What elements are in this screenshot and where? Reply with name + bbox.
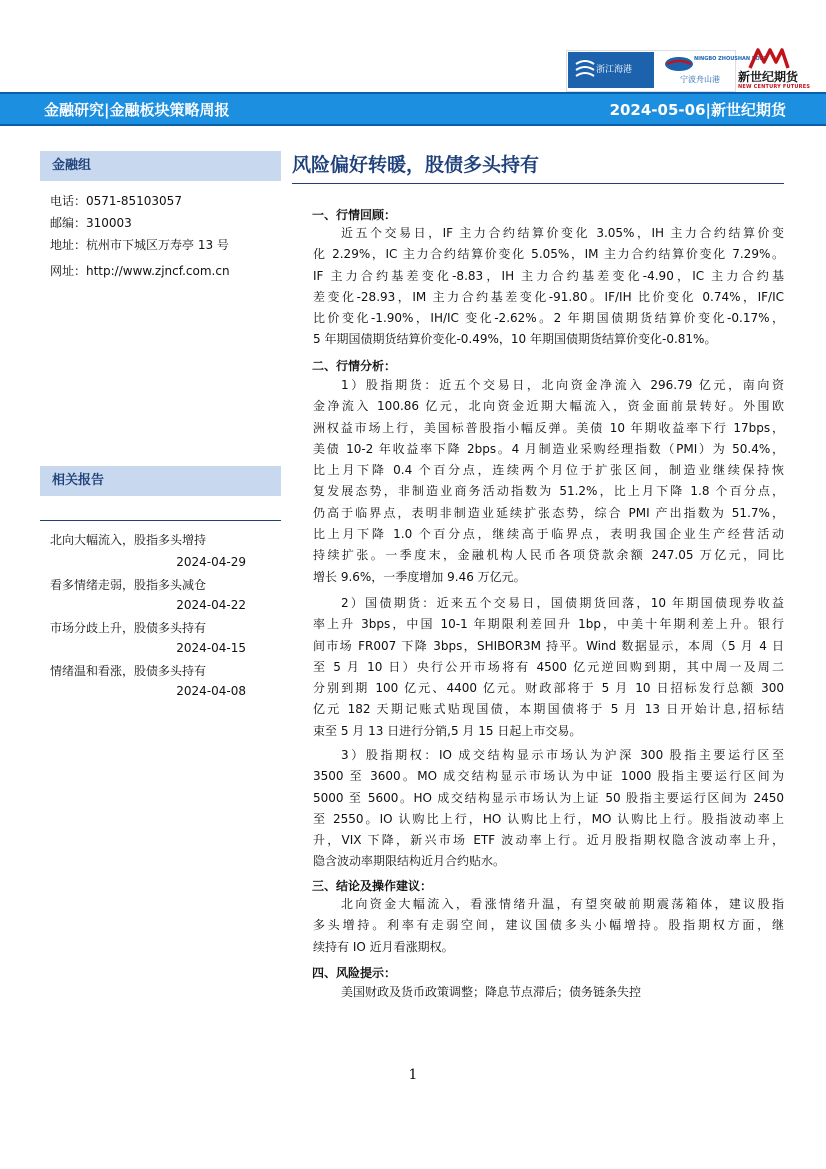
text-line: 仍高于临界点，表明非制造业延续扩张态势，综合 PMI 产出指数为 51.7%， bbox=[313, 505, 784, 520]
text-line: 持续扩张。一季度末，金融机构人民币各项贷款余额 247.05 万亿元，同比 bbox=[313, 548, 784, 563]
text-line: 隐含波动率期限结构近月合约贴水。 bbox=[313, 854, 506, 869]
text-line: 比价变化-1.90%，IH/IC 变化-2.62%。2 年期国债期货结算价变化-0.17%， bbox=[313, 311, 784, 326]
related-report-title[interactable]: 看多情绪走弱，股指多头减仓 bbox=[50, 578, 207, 592]
section-heading-risk: 四、风险提示： bbox=[312, 966, 397, 980]
sidebar-group-title: 金融组 bbox=[52, 158, 92, 173]
text-line: 近五个交易日，IF 主力合约结算价变化 3.05%，IH 主力合约结算价变 bbox=[341, 226, 784, 240]
text-line: 北向资金大幅流入，看涨情绪升温，有望突破前期震荡箱体，建议股指 bbox=[341, 897, 784, 911]
report-title: 风险偏好转暖，股债多头持有 bbox=[292, 154, 540, 176]
text-line: 2）国债期货：近来五个交易日，国债期货回落，10 年期国债现券收益 bbox=[341, 596, 784, 610]
text-line: 至 5 月 10 日）央行公开市场将有 4500 亿元逆回购到期，其中周一及周二 bbox=[313, 659, 784, 674]
new-century-logo-text: 新世纪期货 bbox=[738, 70, 799, 84]
text-line: 率上升 3bps，中国 10-1 年期限利差回升 1bp，中美十年期利差上升。银行 bbox=[313, 617, 784, 632]
new-century-logo-subtext: NEW CENTURY FUTURES bbox=[738, 84, 811, 90]
section-heading-conclusion: 三、结论及操作建议： bbox=[312, 879, 433, 893]
text-line: 至 2550。IO 认购比上行，HO 认购比上行，MO 认购比上行。股指波动率上 bbox=[313, 811, 784, 826]
text-line: 洲权益市场上行，美国标普股指小幅反弹。美债 10 年期收益率下行 17bps， bbox=[313, 420, 784, 435]
text-line: 3500 至 3600。MO 成交结构显示市场认为中证 1000 股指主要运行区间为 bbox=[313, 769, 784, 784]
text-line: 化 2.29%，IC 主力合约结算价变化 5.05%，IM 主力合约结算价变化 7.29%。 bbox=[313, 247, 784, 262]
page-number: 1 bbox=[408, 1067, 418, 1083]
paragraph-stock-index-futures bbox=[313, 375, 784, 588]
paragraph-index-options bbox=[313, 745, 784, 873]
paragraph-market-review bbox=[313, 223, 784, 351]
text-line: 升，VIX 下降，新兴市场 ETF 波动率上行。近月股指期权隐含波动率上升， bbox=[313, 833, 784, 848]
text-line: 亿元 182 天期记账式贴现国债，本期国债将于 5 月 13 日开始计息,招标结 bbox=[313, 702, 784, 717]
text-line: 5 年期国债期货结算价变化-0.49%，10 年期国债期货结算价变化-0.81%。 bbox=[313, 332, 717, 347]
related-reports-header bbox=[40, 466, 281, 496]
text-line: 差变化-28.93，IM 主力合约基差变化-91.80。IF/IH 比价变化 0.74%，IF/IC bbox=[313, 289, 784, 304]
header-report-category: 金融研究|金融板块策略周报 bbox=[44, 101, 230, 119]
text-line: 分别到期 100 亿元、4400 亿元。财政部将于 5 月 10 日招标发行总额 300 bbox=[313, 681, 784, 696]
related-report-title[interactable]: 市场分歧上升，股债多头持有 bbox=[50, 621, 207, 635]
section-heading-analysis: 二、行情分析： bbox=[312, 359, 397, 373]
paragraph-conclusion bbox=[313, 894, 784, 958]
contact-phone: 电话：0571-85103057 bbox=[50, 194, 182, 208]
related-report-title[interactable]: 北向大幅流入，股指多头增持 bbox=[50, 533, 207, 547]
text-line: 比上月下降 1.0 个百分点，继续高于临界点，表明我国企业生产经营活动 bbox=[313, 527, 784, 542]
new-century-logo-icon bbox=[748, 48, 790, 70]
header-date-company: 2024-05-06|新世纪期货 bbox=[609, 101, 786, 119]
related-report-date: 2024-04-08 bbox=[176, 684, 246, 698]
text-line: 美债 10-2 年收益率下降 2bps。4 月制造业采购经理指数（PMI）为 50.4%， bbox=[313, 441, 784, 456]
related-report-date: 2024-04-29 bbox=[176, 555, 246, 569]
text-line: 金净流入 100.86 亿元，北向资金近期大幅流入，资金面前景转好。外围欧 bbox=[313, 399, 784, 414]
contact-website[interactable]: 网址：http://www.zjncf.com.cn bbox=[50, 264, 230, 278]
text-line: 增长 9.6%，一季度增加 9.46 万亿元。 bbox=[313, 569, 526, 584]
related-report-date: 2024-04-22 bbox=[176, 598, 246, 612]
text-line: 复发展态势，非制造业商务活动指数为 51.2%，比上月下降 1.8 个百分点， bbox=[313, 484, 784, 499]
related-reports-title: 相关报告 bbox=[52, 473, 105, 488]
text-line: 美国财政及货币政策调整；降息节点滞后；债务链条失控 bbox=[341, 985, 642, 999]
title-divider bbox=[292, 183, 784, 184]
text-line: 3）股指期权：IO 成交结构显示市场认为沪深 300 股指主要运行区至 bbox=[341, 748, 784, 762]
related-report-title[interactable]: 情绪温和看涨，股债多头持有 bbox=[50, 664, 207, 678]
text-line: 5000 至 5600。HO 成交结构显示市场认为上证 50 股指主要运行区间为 2450 bbox=[313, 790, 784, 805]
text-line: 续持有 IO 近月看涨期权。 bbox=[313, 939, 454, 954]
text-line: 1）股指期货：近五个交易日，北向资金净流入 296.79 亿元，南向资 bbox=[341, 378, 784, 392]
ningbo-port-logo-top: NINGBO ZHOUSHAN PORT bbox=[694, 56, 767, 62]
text-line: IF 主力合约基差变化-8.83，IH 主力合约基差变化-4.90，IC 主力合约基 bbox=[313, 268, 784, 283]
text-line: 束至 5 月 13 日进行分销,5 月 15 日起上市交易。 bbox=[313, 723, 582, 738]
wave-logo-icon bbox=[574, 58, 596, 82]
zhejiang-port-logo-text: 浙江海港 bbox=[596, 65, 633, 75]
related-report-date: 2024-04-15 bbox=[176, 641, 246, 655]
related-reports-divider bbox=[40, 520, 281, 521]
contact-postcode: 邮编：310003 bbox=[50, 216, 132, 230]
paragraph-risk bbox=[313, 982, 784, 1003]
text-line: 多头增持。利率有走弱空间，建议国债多头小幅增持。股指期权方面，继 bbox=[313, 918, 784, 933]
text-line: 比上月下降 0.4 个百分点，连续两个月位于扩张区间，制造业继续保持恢 bbox=[313, 463, 784, 478]
text-line: 间市场 FR007 下降 3bps，SHIBOR3M 持平。Wind 数据显示，本周（5 月 4 日 bbox=[313, 638, 784, 653]
contact-address: 地址：杭州市下城区万寿亭 13 号 bbox=[50, 238, 229, 252]
ningbo-port-logo-icon bbox=[664, 54, 694, 72]
sidebar-group-header bbox=[40, 151, 281, 181]
ningbo-port-logo-text: 宁波舟山港 bbox=[680, 75, 720, 84]
section-heading-review: 一、行情回顾： bbox=[312, 208, 397, 222]
paragraph-treasury-futures bbox=[313, 593, 784, 742]
